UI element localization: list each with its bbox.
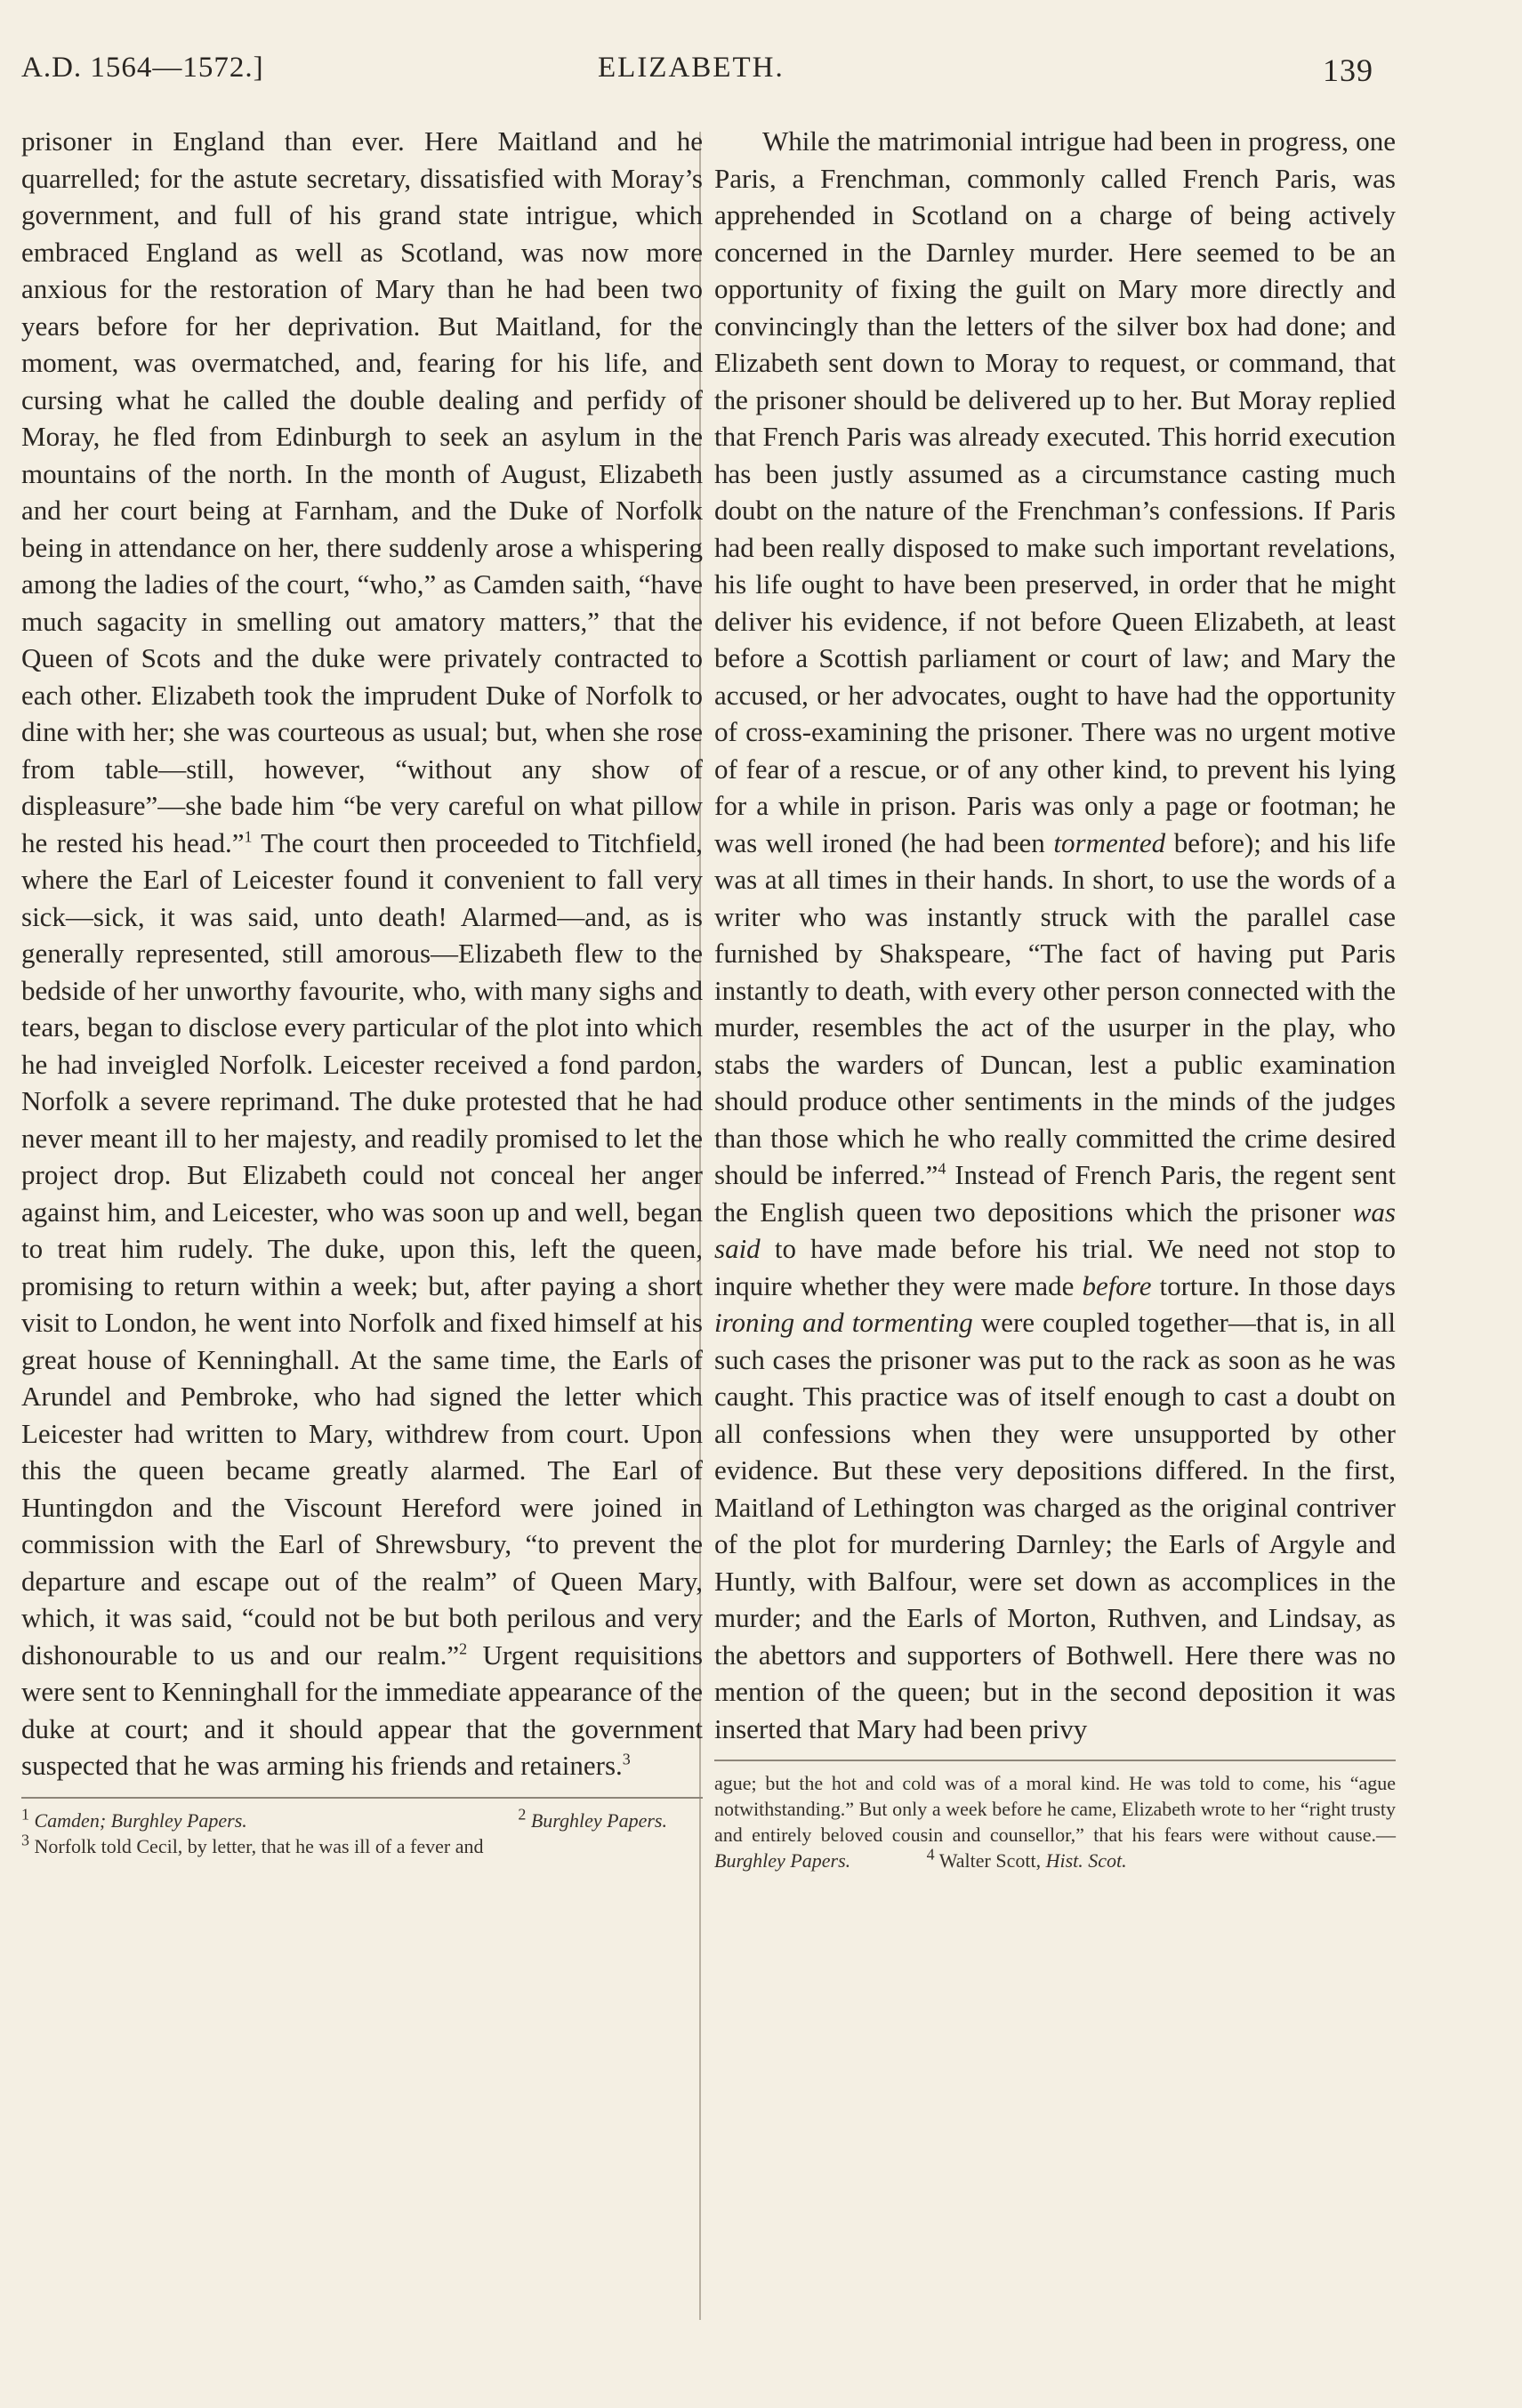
footnote-3 [21,1833,703,1859]
footnote-2-number: 2 [518,1805,527,1824]
right-em-was-said: was said [714,1196,1396,1264]
footnote-3-continued [714,1770,1396,1873]
running-head-title: ELIZABETH. [598,52,785,84]
right-em-before: before [1082,1269,1152,1301]
footnote-1 [21,1805,247,1833]
footnote-2-text: Burghley Papers. [530,1808,667,1832]
page-number: 139 [1323,52,1373,88]
right-text-2: before); and his life was at all times in their hands. In short, to use the words of a writer who was instantly struck with the parallel case furnished by Shakspeare, “The fact of having put Paris instantly to death, with every other person connected with the murder, resembles the act of the usurper in the play, who stabs the warders of Duncan, lest a public examination should produce other sentiments in the minds of the judges than those which he who really committed the crime desired should be inferred.” [714,826,1396,1190]
left-body-text [21,123,703,1784]
footnote-4-text: Walter Scott, [938,1849,1046,1872]
footnote-ref-3: 3 [622,1750,631,1768]
footnote-1-text: Camden; Burghley Papers. [34,1808,247,1832]
footnote-rule-right [714,1760,1396,1761]
footnote-4-title: Hist. Scot. [1045,1849,1127,1872]
page-header [21,52,1373,96]
footnote-3-source: Burghley Papers. [714,1849,851,1872]
right-text-3: Instead of French Paris, the regent sent the English queen two depositions which the prisoner [714,1159,1396,1228]
footnote-4-number: 4 [926,1845,935,1864]
right-em-tormented: tormented [1053,826,1166,858]
left-paragraph-3: Urgent requisitions were sent to Kenninghall for the immediate appearance of the duke at court; and it should appear that the government suspected that he was arming his friends and retainers. [21,1639,704,1781]
footnote-1-number: 1 [21,1805,29,1824]
left-paragraph-1: prisoner in England than ever. Here Maitland and he quarrelled; for the astute secretary, dissatisfied with Moray’s government, and full of his grand state intrigue, which embraced England as well as Scotland, was now more anxious for the restoration of Mary than he had been two years before for her deprivation. But Maitland, for the moment, was overmatched, and, fearing for his life, and cursing what he called the double dealing and perfidy of Moray, he fled from Edinburgh to seek an asylum in the mountains of the north. In the month of August, Elizabeth and her court being at Farnham, and the Duke of Norfolk being in attendance on her, there suddenly arose a whispering among the ladies of the court, “who,” as Camden saith, “have much sagacity in smelling out amatory matters,” that the Queen of Scots and the duke were privately contracted to each other. Elizabeth took the imprudent Duke of Norfolk to dine with her; she was courteous as usual; but, when she rose from table—still, however, “without any show of displeasure”—she bade him “be very careful on what pillow he rested his head.” [21,125,703,858]
right-text-5: torture. In those days [1151,1269,1396,1301]
footnote-3-text: Norfolk told Cecil, by letter, that he was ill of a fever and [34,1834,484,1857]
footnote-line-1-2 [21,1805,703,1833]
left-footnotes [21,1805,703,1859]
right-body-text [714,123,1396,1747]
right-text-6: were coupled together—that is, in all such cases the prisoner was put to the rack as soon as he was caught. This practice was of itself enough to cast a doubt on all confessions when they were unsupported by other evidence. But these very depositions differed. In the first, Maitland of Lethington was charged as the original contriver of the plot for murdering Darnley; the Earls of Argyle and Huntly, with Balfour, were set down as accomplices in the murder; and the Earls of Morton, Ruthven, and Lindsay, as the abettors and supporters of Bothwell. Here there was no mention of the queen; but in the second deposition it was inserted that Mary had been privy [714,1307,1396,1744]
right-text-1: While the matrimonial intrigue had been in progress, one Paris, a Frenchman, commonly called French Paris, was apprehended in Scotland on a charge of being actively concerned in the Darnley murder. Here seemed to be an opportunity of fixing the guilt on Mary more directly and convincingly than the letters of the silver box had done; and Elizabeth sent down to Moray to request, or command, that the prisoner should be delivered up to her. But Moray replied that French Paris was already executed. This horrid execution has been justly assumed as a circumstance casting much doubt on the nature of the Frenchman’s confessions. If Paris had been really disposed to make such important revelations, his life ought to have been preserved, in order that he might deliver his evidence, if not before Queen Elizabeth, at least before a Scottish parliament or court of law; and Mary the accused, or her advocates, ought to have had the opportunity of cross-examining the prisoner. There was no urgent motive of fear of a rescue, or of any other kind, to prevent his lying for a while in prison. Paris was only a page or footman; he was well ironed (he had been [714,125,1396,858]
footnote-3-number: 3 [21,1831,29,1849]
right-footnotes [714,1770,1396,1873]
right-column [714,123,1396,1873]
footnote-2 [518,1805,667,1833]
footnote-ref-1: 1 [244,827,253,846]
footnote-rule-left [21,1797,703,1799]
left-column [21,123,703,1859]
right-text-4: to have made before his trial. We need not stop to inquire whether they were made [714,1233,1396,1301]
footnote-ref-2: 2 [459,1639,468,1658]
footnote-3-continued-text: ague; but the hot and cold was of a moral kind. He was told to come, his “ague notwithstanding.” But only a week before he came, Elizabeth wrote to her “right trusty and entirely beloved cousin and counsellor,” that his fears were without cause.— [714,1772,1396,1846]
running-head-dates: A.D. 1564—1572.] [21,52,264,84]
right-em-ironing: ironing and tormenting [714,1307,973,1338]
left-paragraph-2: The court then proceeded to Titchfield, where the Earl of Leicester found it convenient to fall very sick—sick, it was said, unto death! Alarmed—and, as is generally represented, still amorous—Elizabeth flew to the bedside of her unworthy favourite, who, with many sighs and tears, began to disclose every particular of the plot into which he had inveigled Norfolk. Leicester received a fond pardon, Norfolk a severe reprimand. The duke protested that he had never meant ill to her majesty, and readily promised to let the project drop. But Elizabeth could not conceal her anger against him, and Leicester, who was soon up and well, began to treat him rudely. The duke, upon this, left the queen, promising to return within a week; but, after paying a short visit to London, he went into Norfolk and fixed himself at his great house of Kenninghall. At the same time, the Earls of Arundel and Pembroke, who had signed the letter which Leicester had written to Mary, withdrew from court. Upon this the queen became greatly alarmed. The Earl of Huntingdon and the Viscount Hereford were joined in commission with the Earl of Shrewsbury, “to prevent the departure and escape out of the realm” of Queen Mary, which, it was said, “could not be but both perilous and very dishonourable to us and our realm.” [21,826,703,1671]
footnote-ref-4: 4 [938,1159,946,1178]
